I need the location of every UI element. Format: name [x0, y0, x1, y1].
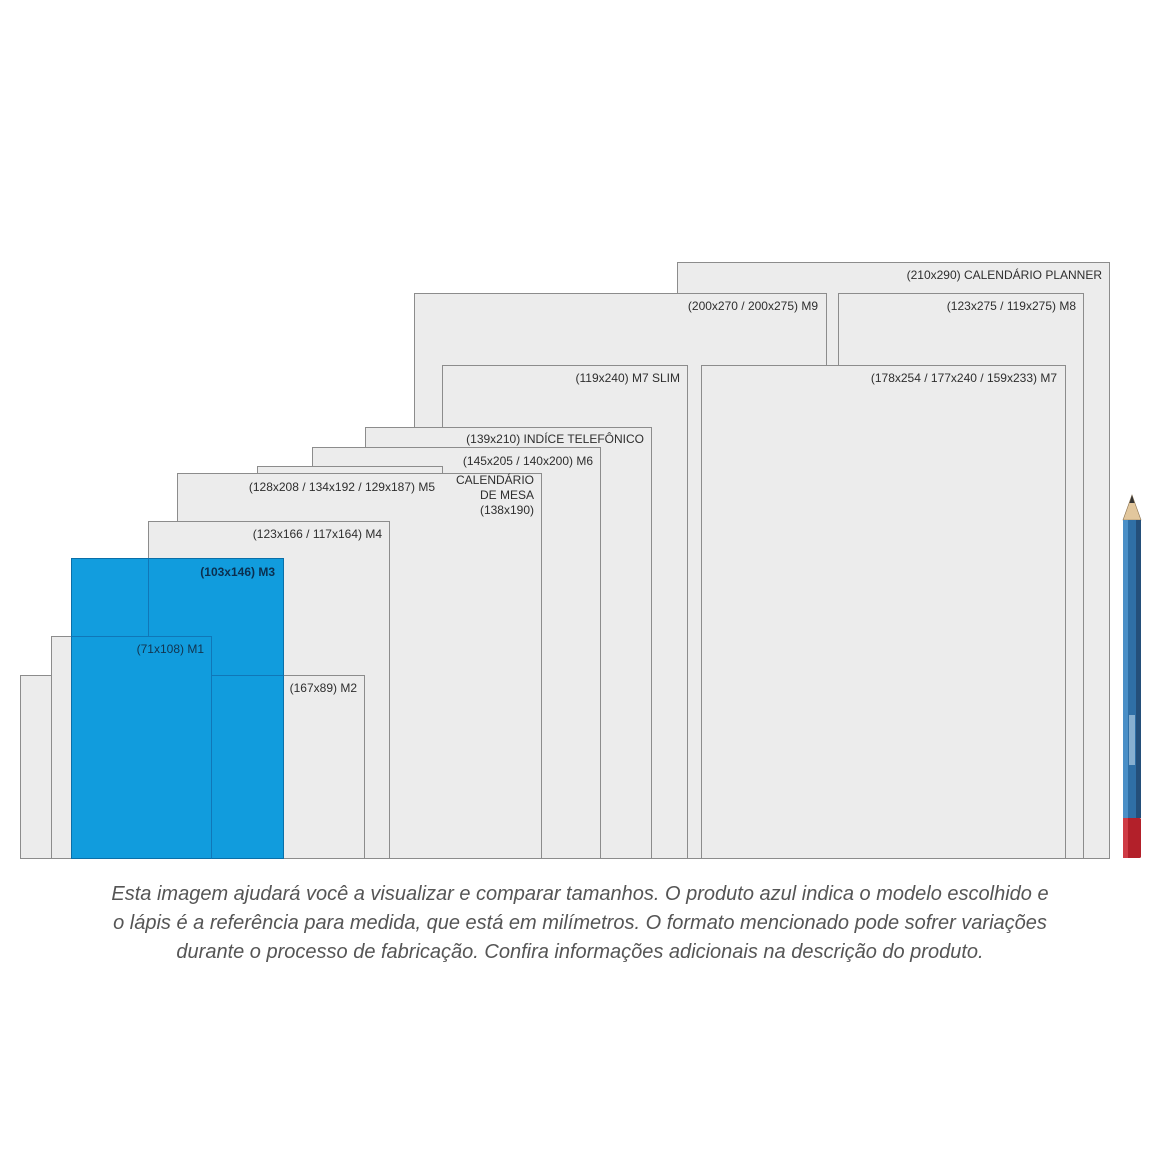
label-calendario-mesa-line1: CALENDÁRIO — [455, 473, 534, 487]
label-indice-telefonico: (139x210) INDÍCE TELEFÔNICO — [466, 432, 644, 446]
label-calendario-planner: (210x290) CALENDÁRIO PLANNER — [906, 268, 1102, 282]
label-m2: (167x89) M2 — [289, 681, 357, 695]
label-m6: (145x205 / 140x200) M6 — [462, 454, 593, 468]
label-m5: (128x208 / 134x192 / 129x187) M5 — [248, 480, 435, 494]
caption-line-3: durante o processo de fabricação. Confira informações adicionais na descrição do produto. — [176, 941, 984, 963]
label-m9: (200x270 / 200x275) M9 — [687, 299, 818, 313]
caption-line-2: o lápis é a referência para medida, que está em milímetros. O formato mencionado pode sofrer variações — [113, 912, 1047, 934]
box-m3-selected — [72, 559, 284, 859]
pencil-icon — [1123, 495, 1141, 858]
label-m3: (103x146) M3 — [200, 565, 275, 579]
label-m8: (123x275 / 119x275) M8 — [946, 299, 1076, 313]
label-m4: (123x166 / 117x164) M4 — [252, 527, 382, 541]
label-m1: (71x108) M1 — [136, 642, 204, 656]
label-m7: (178x254 / 177x240 / 159x233) M7 — [870, 371, 1057, 385]
label-calendario-mesa-line2: DE MESA — [479, 488, 534, 502]
caption-line-1: Esta imagem ajudará você a visualizar e comparar tamanhos. O produto azul indica o modelo escolhido e — [111, 883, 1049, 905]
caption — [40, 880, 1120, 967]
box-m7 — [702, 366, 1066, 859]
label-calendario-mesa-line3: (138x190) — [479, 503, 534, 517]
label-m7-slim: (119x240) M7 SLIM — [575, 371, 680, 385]
